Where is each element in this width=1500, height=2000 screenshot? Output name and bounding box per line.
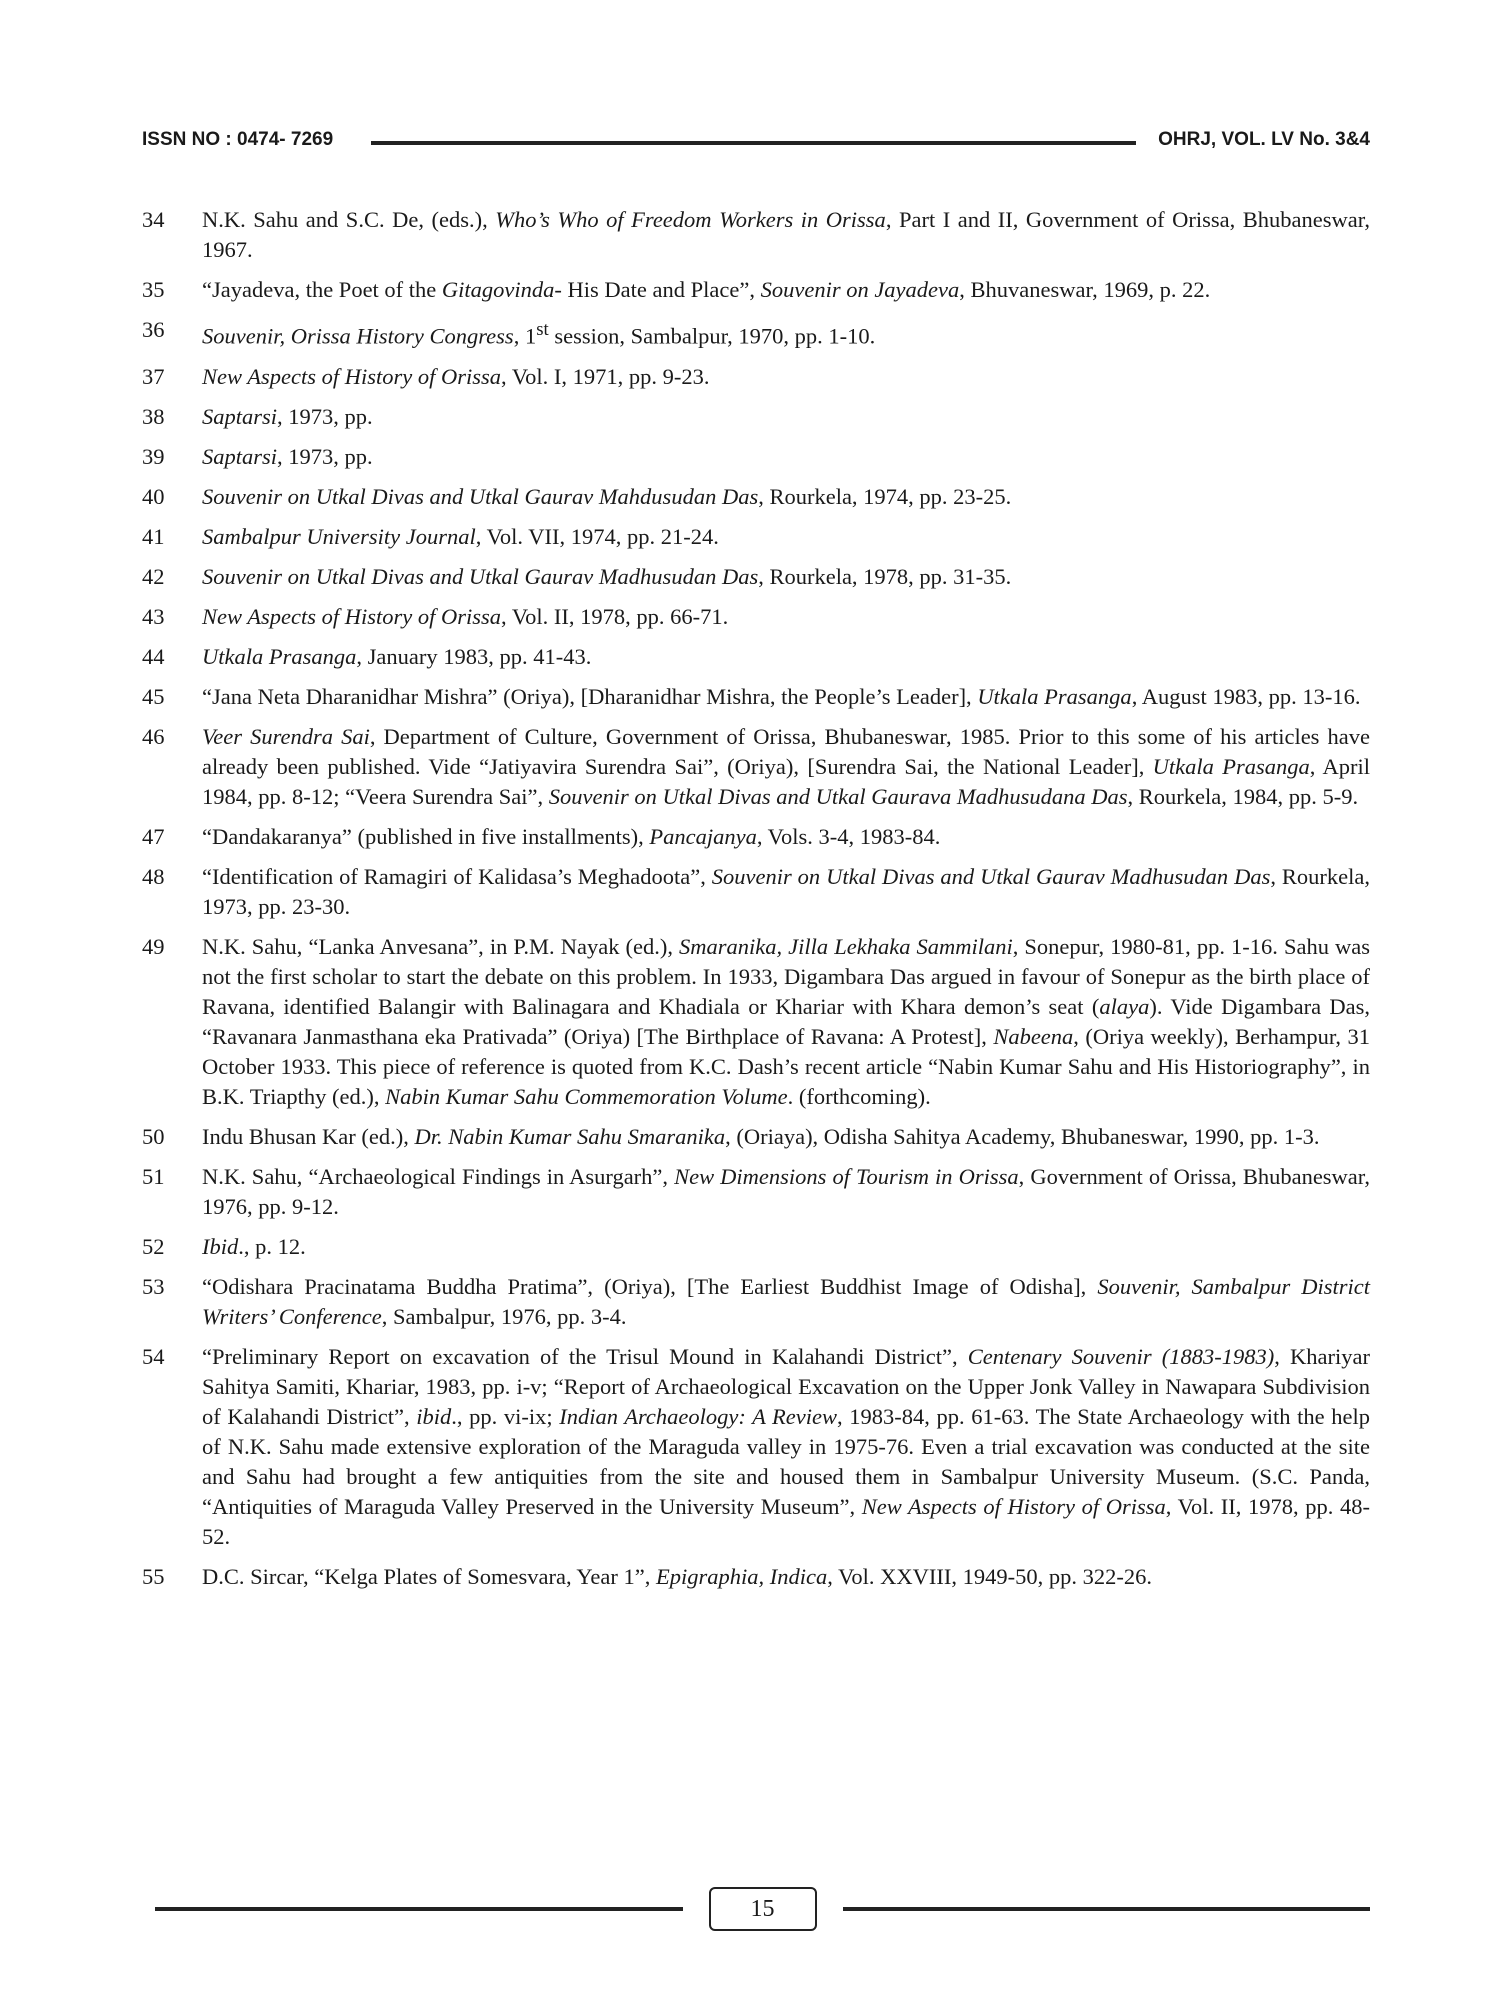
endnote-number: 44 [142, 643, 165, 669]
endnote-text: New Aspects of History of Orissa, Vol. I, 1971, pp. 9-23. [202, 363, 710, 389]
endnote-text: Utkala Prasanga, January 1983, pp. 41-43. [202, 643, 592, 669]
endnote-number: 40 [142, 483, 165, 509]
endnote-text: “Odishara Pracinatama Buddha Pratima”, (Oriya), [The Earliest Buddhist Image of Odisha], Souvenir, Sambalpur District Writers’ Conference, Sambalpur, 1976, pp. 3-4. [202, 1273, 1371, 1329]
endnote-number: 55 [142, 1563, 165, 1589]
page-number: 15 [709, 1887, 817, 1931]
endnote-number: 39 [142, 443, 165, 469]
page-header [142, 120, 1370, 160]
endnote-number: 46 [142, 723, 165, 749]
endnote-item [142, 442, 1370, 472]
endnote-text: Souvenir on Utkal Divas and Utkal Gaurav Madhusudan Das, Rourkela, 1978, pp. 31-35. [202, 563, 1012, 589]
endnote-item [142, 205, 1370, 265]
endnote-number: 50 [142, 1123, 165, 1149]
endnote-text: Indu Bhusan Kar (ed.), Dr. Nabin Kumar Sahu Smaranika, (Oriaya), Odisha Sahitya Academy, Bhubaneswar, 1990, pp. 1-3. [202, 1123, 1320, 1149]
issn-label: ISSN NO : 0474- 7269 [142, 129, 334, 150]
endnote-number: 42 [142, 563, 165, 589]
footer-rule-right [843, 1907, 1371, 1911]
endnote-text: New Aspects of History of Orissa, Vol. II, 1978, pp. 66-71. [202, 603, 729, 629]
endnote-item [142, 402, 1370, 432]
endnote-number: 43 [142, 603, 165, 629]
endnote-number: 45 [142, 683, 165, 709]
endnote-number: 38 [142, 403, 165, 429]
journal-label: OHRJ, VOL. LV No. 3&4 [1158, 129, 1370, 150]
endnote-number: 53 [142, 1273, 165, 1299]
endnote-text: D.C. Sircar, “Kelga Plates of Somesvara, Year 1”, Epigraphia, Indica, Vol. XXVIII, 1949-50, pp. 322-26. [202, 1563, 1153, 1589]
endnote-text: “Jayadeva, the Poet of the Gitagovinda- His Date and Place”, Souvenir on Jayadeva, Bhuvaneswar, 1969, p. 22. [202, 277, 1211, 302]
endnote-item [142, 1122, 1370, 1152]
endnote-item [142, 1272, 1370, 1332]
endnote-item [142, 642, 1370, 672]
endnote-number: 35 [142, 277, 165, 302]
endnote-number: 37 [142, 363, 165, 389]
endnote-text: N.K. Sahu and S.C. De, (eds.), Who’s Who of Freedom Workers in Orissa, Part I and II, Government of Orissa, Bhubaneswar, 1967. [202, 207, 1370, 262]
endnote-text: Ibid., p. 12. [202, 1233, 306, 1259]
endnote-item [142, 562, 1370, 592]
endnote-item [142, 1562, 1370, 1592]
endnote-text: Saptarsi, 1973, pp. [202, 403, 373, 429]
endnote-number: 47 [142, 823, 165, 849]
endnote-text: “Jana Neta Dharanidhar Mishra” (Oriya), [Dharanidhar Mishra, the People’s Leader], Utkala Prasanga, August 1983, pp. 13-16. [202, 683, 1361, 709]
endnote-text: “Dandakaranya” (published in five installments), Pancajanya, Vols. 3-4, 1983-84. [202, 823, 941, 849]
endnote-item [142, 1162, 1370, 1222]
endnote-item [142, 275, 1370, 305]
endnote-item [142, 722, 1370, 812]
endnote-item [142, 822, 1370, 852]
endnote-item [142, 862, 1370, 922]
endnote-text: Saptarsi, 1973, pp. [202, 443, 373, 469]
endnote-number: 34 [142, 207, 165, 232]
endnote-item [142, 602, 1370, 632]
endnote-number: 48 [142, 863, 165, 889]
endnote-text: Souvenir on Utkal Divas and Utkal Gaurav Mahdusudan Das, Rourkela, 1974, pp. 23-25. [202, 483, 1012, 509]
endnote-text: N.K. Sahu, “Lanka Anvesana”, in P.M. Nayak (ed.), Smaranika, Jilla Lekhaka Sammilani, Sonepur, 1980-81, pp. 1-16. Sahu was not the first scholar to start the debate on this problem. In 1933, Digambara Das argued in favour of Sonepur as the birth place of Ravana, identified Balangir with Balinagara and Khadiala or Khariar with Khara demon’s seat (alaya). Vide Digambara Das, “Ravanara Janmasthana eka Prativada” (Oriya) [The Birthplace of Ravana: A Protest], Nabeena, (Oriya weekly), Berhampur, 31 October 1933. This piece of reference is quoted from K.C. Dash’s recent article “Nabin Kumar Sahu and His Historiography”, in B.K. Triapthy (ed.), Nabin Kumar Sahu Commemoration Volume. (forthcoming). [202, 933, 1370, 1109]
endnote-number: 36 [142, 317, 165, 342]
endnote-number: 49 [142, 933, 165, 959]
endnote-text: Sambalpur University Journal, Vol. VII, 1974, pp. 21-24. [202, 523, 719, 549]
endnote-item [142, 1342, 1370, 1552]
endnote-item [142, 1232, 1370, 1262]
endnote-item [142, 682, 1370, 712]
endnote-number: 41 [142, 523, 165, 549]
header-rule [371, 141, 1136, 145]
endnote-number: 51 [142, 1163, 165, 1189]
endnote-item [142, 932, 1370, 1112]
footer-rule-left [155, 1907, 683, 1911]
endnote-text: Souvenir, Orissa History Congress, 1st session, Sambalpur, 1970, pp. 1-10. [202, 319, 876, 349]
endnote-item [142, 482, 1370, 512]
endnotes-list [142, 205, 1370, 1602]
endnote-text: “Identification of Ramagiri of Kalidasa’s Meghadoota”, Souvenir on Utkal Divas and Utkal Gaurav Madhusudan Das, Rourkela, 1973, pp. 23-30. [202, 863, 1370, 919]
endnote-item [142, 315, 1370, 352]
endnote-text: Veer Surendra Sai, Department of Culture, Government of Orissa, Bhubaneswar, 1985. Prior to this some of his articles have already been published. Vide “Jatiyavira Surendra Sai”, (Oriya), [Surendra Sai, the National Leader], Utkala Prasanga, April 1984, pp. 8-12; “Veera Surendra Sai”, Souvenir on Utkal Divas and Utkal Gaurava Madhusudana Das, Rourkela, 1984, pp. 5-9. [202, 723, 1370, 809]
endnote-item [142, 362, 1370, 392]
endnote-item [142, 522, 1370, 552]
page-footer [155, 1884, 1370, 1934]
endnote-number: 52 [142, 1233, 165, 1259]
endnote-text: N.K. Sahu, “Archaeological Findings in Asurgarh”, New Dimensions of Tourism in Orissa, Government of Orissa, Bhubaneswar, 1976, pp. 9-12. [202, 1163, 1371, 1219]
endnote-number: 54 [142, 1343, 165, 1369]
endnote-text: “Preliminary Report on excavation of the Trisul Mound in Kalahandi District”, Centenary Souvenir (1883-1983), Khariyar Sahitya Samiti, Khariar, 1983, pp. i-v; “Report of Archaeological Excavation on the Upper Jonk Valley in Nawapara Subdivision of Kalahandi District”, ibid., pp. vi-ix; Indian Archaeology: A Review, 1983-84, pp. 61-63. The State Archaeology with the help of N.K. Sahu made extensive exploration of the Maraguda valley in 1975-76. Even a trial excavation was conducted at the site and Sahu had brought a few antiquities from the site and housed them in Sambalpur University Museum. (S.C. Panda, “Antiquities of Maraguda Valley Preserved in the University Museum”, New Aspects of History of Orissa, Vol. II, 1978, pp. 48-52. [202, 1343, 1370, 1549]
